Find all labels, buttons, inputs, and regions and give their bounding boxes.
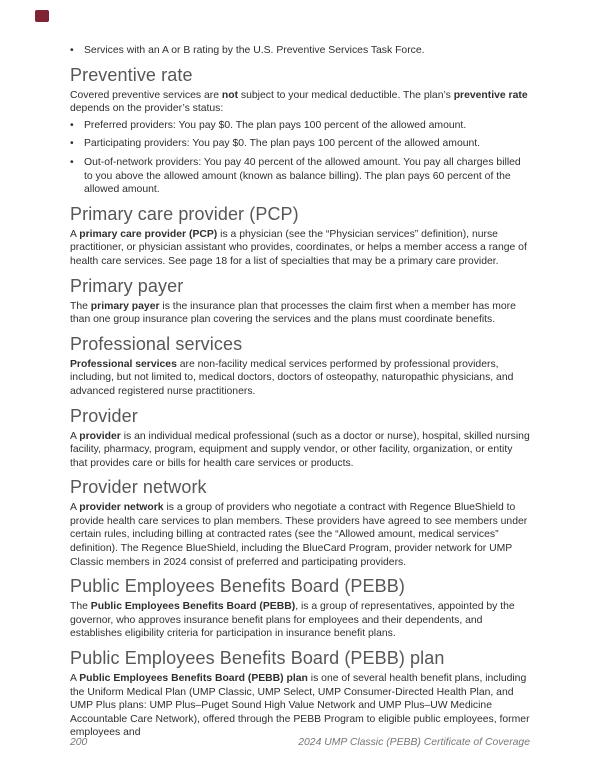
list-item-text: Out-of-network providers: You pay 40 percent of the allowed amount. You pay all charges billed to you above the allowed amount (known as balance billing). The plan pays 60 percent of the allowed amount.: [84, 156, 521, 196]
text-run: A: [70, 502, 80, 514]
section-heading-preventive-rate: Preventive rate: [70, 64, 193, 85]
bullet-icon: •: [70, 119, 74, 131]
text-run: Covered preventive services are: [70, 89, 222, 101]
footer-doc-title: 2024 UMP Classic (PEBB) Certificate of Coverage: [298, 737, 530, 748]
text-run: is an individual medical professional (such as a doctor or nurse), hospital, skilled nursing facility, pharmacy, program, equipment and supply vendor, or other facility, organization, or entity that provides care or bills for health care services or products.: [70, 430, 530, 469]
list-item: [70, 44, 530, 58]
bullet-icon: •: [70, 45, 74, 56]
text-run: is a group of providers who negotiate a contract with Regence BlueShield to provide health care services to plan members. These providers have agreed to see members under certain rules, including billing at contracted rates (see the “Allowed amount, medical services” definition). The Regence BlueShield, including the BlueCard Program, provider network for UMP Classic members in 2024 consist of preferred and participating providers.: [70, 502, 528, 568]
text-run: are non-facility medical services performed by professional providers, including, but not limited to, medical doctors, doctors of osteopathy, naturopathic physicians, and advanced registered nurse practitioners.: [70, 358, 514, 397]
page-footer: [70, 737, 530, 748]
provider-paragraph: [70, 430, 530, 471]
text-run: The: [70, 601, 91, 613]
preventive-rate-paragraph: [70, 89, 530, 116]
pebb-plan-paragraph: [70, 672, 530, 740]
bullet-icon: •: [70, 156, 74, 168]
list-item-text: Participating providers: You pay $0. The plan pays 100 percent of the allowed amount.: [84, 138, 481, 150]
list-item: [70, 137, 530, 151]
section-heading-primary-care-provider: Primary care provider (PCP): [70, 203, 299, 224]
text-run-bold: provider network: [79, 502, 164, 514]
bullet-icon: •: [70, 138, 74, 150]
preventive-rate-bullet-list: [70, 119, 530, 197]
pebb-paragraph: [70, 600, 530, 641]
professional-services-paragraph: [70, 358, 530, 399]
text-run-bold: primary payer: [90, 300, 160, 312]
provider-network-paragraph: [70, 501, 530, 569]
text-run: subject to your medical deductible. The plan’s: [238, 89, 454, 101]
section-heading-professional-services: Professional services: [70, 333, 243, 354]
list-item: [70, 156, 530, 197]
text-run: depends on the provider’s status:: [70, 103, 224, 115]
text-run-bold: Public Employees Benefits Board (PEBB) plan: [79, 673, 308, 685]
text-run: is a physician (see the “Physician services” definition), nurse practitioner, or physician assistant who provides, coordinates, or helps a member access a range of health care services. See page 18 for a list of specialties that may be a primary care provider.: [70, 228, 527, 267]
text-run-bold: preventive rate: [453, 89, 528, 101]
section-heading-pebb-plan: Public Employees Benefits Board (PEBB) plan: [70, 648, 445, 669]
text-run-bold: Public Employees Benefits Board (PEBB): [90, 601, 296, 613]
text-run-bold: not: [221, 89, 239, 101]
section-heading-provider-network: Provider network: [70, 477, 207, 498]
section-heading-provider: Provider: [70, 405, 138, 426]
section-heading-pebb: Public Employees Benefits Board (PEBB): [70, 576, 405, 597]
page-number: 200: [70, 737, 88, 748]
text-run: , is a group of representatives, appointed by the governor, who approves insurance benefit plans for employees and their dependents, and establishes eligibility criteria for participation in insurance benefit plans.: [70, 601, 515, 640]
list-item-text: Preferred providers: You pay $0. The plan pays 100 percent of the allowed amount.: [84, 119, 467, 131]
text-run: A: [70, 430, 80, 442]
list-item-text: Services with an A or B rating by the U.S. Preventive Services Task Force.: [84, 45, 425, 56]
list-item: [70, 119, 530, 133]
text-run: A: [70, 673, 80, 685]
page-corner-mark: [35, 10, 49, 22]
text-run: is one of several health benefit plans, including the Uniform Medical Plan (UMP Classic, UMP Select, UMP Consumer-Directed Health Plan, and UMP Plus plans: UMP Plus–Puget Sound High Value Network and UMP Plus–UW Medicine Accountable Care Network), offered through the PEBB Program to eligible public employees, former employees and: [70, 673, 530, 739]
section-heading-primary-payer: Primary payer: [70, 275, 184, 296]
text-run-bold: primary care provider (PCP): [79, 228, 218, 240]
text-run: A: [70, 228, 80, 240]
text-run-bold: provider: [79, 430, 121, 442]
text-run: The: [70, 300, 91, 312]
text-run-bold: Professional services: [70, 358, 177, 370]
carryover-bullet-list: [70, 44, 530, 58]
primary-payer-paragraph: [70, 300, 530, 327]
text-run: is the insurance plan that processes the claim first when a member has more than one group insurance plan covering the services and the plans must coordinate benefits.: [70, 300, 516, 326]
primary-care-provider-paragraph: [70, 228, 530, 269]
